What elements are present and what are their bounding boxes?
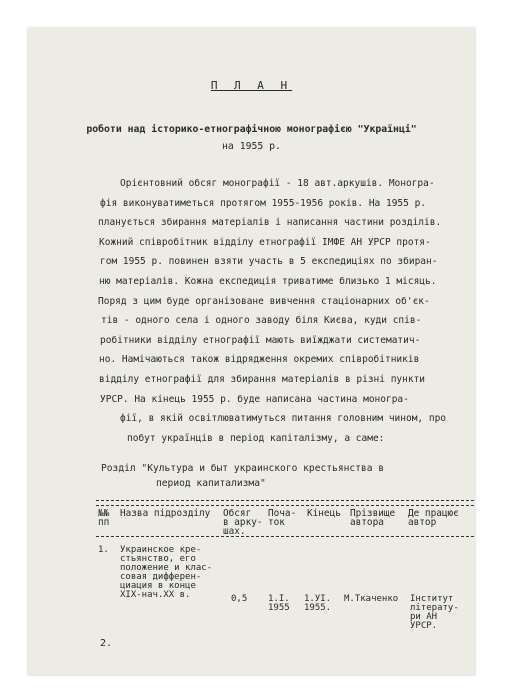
table-row-number: 1. [98, 545, 109, 555]
section-heading-cont: период капитализма" [156, 478, 266, 489]
table-row-workplace: Інститут літерату- ри АН УРСР. [410, 594, 459, 631]
paragraph-line: фія виконуватиметься протягом 1955-1956 років. На 1955 р. [100, 197, 427, 209]
document-page [28, 28, 475, 675]
col-header-number: №№ пп [98, 508, 110, 528]
table-header-rule [96, 536, 474, 537]
col-header-title: Назва підрозділу [120, 508, 211, 519]
paragraph-line: відділу етнографії для збирання матеріалів в різні пункти [99, 373, 426, 385]
document-subtitle: роботи над історико-етнографічною монографією "Українці" [86, 124, 417, 135]
paragraph-line: фії, в якій освітлюватимуться питання головним чином, про [120, 413, 447, 425]
paragraph-line: побут українців в період капіталізму, а саме: [127, 432, 385, 444]
col-header-author: Прізвище автора [350, 508, 396, 528]
paragraph-line: Поряд з цим буде організоване вивчення стаціонарних об'єк- [98, 295, 430, 307]
paragraph-line: УРСР. На кінець 1955 р. буде написана частина моногра- [100, 393, 409, 405]
table-row-author: М.Ткаченко [344, 594, 399, 604]
paragraph-line: Орієнтовний обсяг монографії - 18 авт.аркушів. Моногра- [120, 178, 435, 189]
page-number: 2. [100, 638, 113, 649]
paragraph-line: планується збирання матеріалів і написання частини розділів. [98, 217, 442, 229]
paragraph-line: но. Намічаються також відрядження окремих співробітників [99, 354, 420, 366]
paragraph-line: Кожний співробітник відділу етнографії ІМФЕ АН УРСР протя- [99, 236, 431, 248]
table-row-start: 1.I. 1955 [268, 594, 290, 613]
paragraph-line: гом 1955 р. повинен взяти участь в 5 експедиціях по збиран- [100, 256, 438, 268]
table-row-title: Украинское кре- стьянство, его положение и клас- совая дифферен- циация в конце XIX-нач.XX в. [120, 545, 213, 600]
col-header-volume: Обсяг в арку- шах. [223, 508, 263, 537]
table-row-end: 1.УІ. 1955. [304, 594, 332, 613]
col-header-start: Поча- ток [268, 508, 297, 528]
table-top-rule [96, 500, 474, 501]
paragraph-line: тів - одного села і одного заводу біля Києва, куди спів- [101, 315, 422, 327]
document-subtitle-year: на 1955 р. [222, 141, 281, 152]
paragraph-line: ню матеріалів. Кожна експедиція триватиме близько 1 місяць. [99, 275, 437, 287]
col-header-end: Кінець [307, 508, 341, 519]
paragraph-line: робітники відділу етнографії мають виїжджати систематич- [100, 334, 421, 346]
section-heading: Розділ "Культура и быт украинского крестьянства в [101, 463, 385, 474]
table-top-rule-2 [96, 505, 474, 506]
document-title: П Л А Н [210, 79, 293, 92]
col-header-workplace: Де працює автор [408, 508, 459, 528]
table-row-volume: 0,5 [231, 594, 248, 604]
body-paragraph [98, 178, 478, 452]
